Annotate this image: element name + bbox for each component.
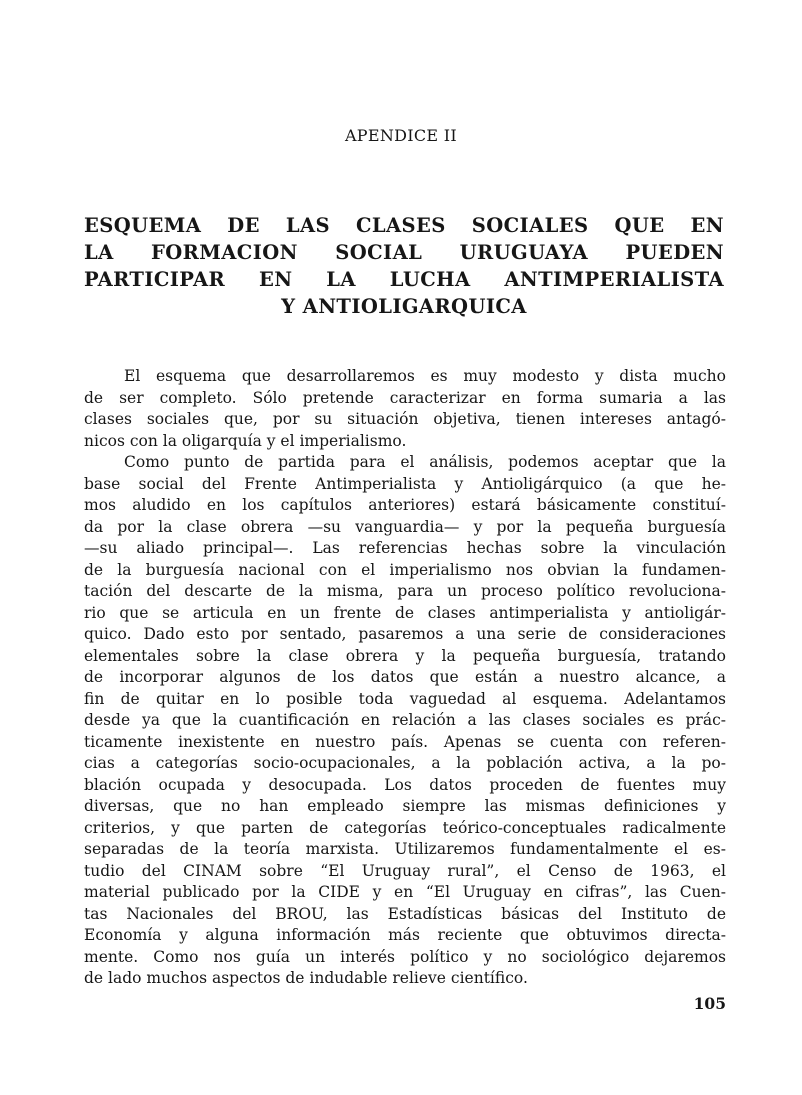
paragraph-1 bbox=[84, 366, 726, 452]
text-line: desde ya que la cuantificación en relación a las clases sociales es prác- bbox=[84, 711, 726, 729]
text-line: Como punto de partida para el análisis, podemos aceptar que la bbox=[124, 453, 726, 471]
text-line: de lado muchos aspectos de indudable relieve científico. bbox=[84, 969, 528, 987]
chapter-title-line: ESQUEMA DE LAS CLASES SOCIALES QUE EN bbox=[84, 214, 724, 237]
text-line: ticamente inexistente en nuestro país. Apenas se cuenta con referen- bbox=[84, 732, 726, 751]
text-line: Economía y alguna información más reciente que obtuvimos directa- bbox=[84, 926, 726, 944]
text-line: elementales sobre la clase obrera y la pequeña burguesía, tratando bbox=[84, 646, 726, 665]
paragraph-2 bbox=[84, 452, 726, 990]
page-number: 105 bbox=[693, 994, 726, 1013]
text-line: de incorporar algunos de los datos que están a nuestro alcance, a bbox=[84, 668, 726, 686]
chapter-title-line: LA FORMACION SOCIAL URUGUAYA PUEDEN bbox=[84, 241, 724, 264]
text-line: de la burguesía nacional con el imperialismo nos obvian la fundamen- bbox=[84, 560, 726, 579]
text-line: da por la clase obrera —su vanguardia— y por la pequeña burguesía bbox=[84, 517, 726, 536]
text-line: tudio del CINAM sobre “El Uruguay rural”, el Censo de 1963, el bbox=[84, 861, 726, 880]
text-line: El esquema que desarrollaremos es muy modesto y dista mucho bbox=[124, 367, 726, 385]
text-line: material publicado por la CIDE y en “El Uruguay en cifras”, las Cuen- bbox=[84, 883, 726, 901]
text-line: fin de quitar en lo posible toda vaguedad al esquema. Adelantamos bbox=[84, 689, 726, 708]
text-line: tas Nacionales del BROU, las Estadísticas básicas del Instituto de bbox=[84, 904, 726, 923]
text-line: clases sociales que, por su situación objetiva, tienen intereses antagó- bbox=[84, 410, 726, 428]
appendix-label: APENDICE II bbox=[344, 126, 458, 145]
text-line: criterios, y que parten de categorías teórico-conceptuales radicalmente bbox=[84, 818, 726, 837]
text-line: mos aludido en los capítulos anteriores) estará básicamente constituí- bbox=[84, 496, 726, 514]
text-line: de ser completo. Sólo pretende caracterizar en forma sumaria a las bbox=[84, 388, 726, 407]
text-line: cias a categorías socio-ocupacionales, a la población activa, a la po- bbox=[84, 754, 726, 772]
text-line: —su aliado principal—. Las referencias hechas sobre la vinculación bbox=[84, 539, 726, 557]
text-line: quico. Dado esto por sentado, pasaremos a una serie de consideraciones bbox=[84, 625, 726, 643]
text-line: nicos con la oligarquía y el imperialismo. bbox=[84, 431, 407, 450]
chapter-title bbox=[84, 212, 724, 320]
text-line: blación ocupada y desocupada. Los datos proceden de fuentes muy bbox=[84, 775, 726, 794]
text-line: separadas de la teoría marxista. Utilizaremos fundamentalmente el es- bbox=[84, 840, 726, 858]
chapter-title-line: PARTICIPAR EN LA LUCHA ANTIMPERIALISTA bbox=[84, 268, 724, 291]
text-line: mente. Como nos guía un interés político y no sociológico dejaremos bbox=[84, 947, 726, 966]
text-line: base social del Frente Antimperialista y Antioligárquico (a que he- bbox=[84, 474, 726, 493]
body-text bbox=[84, 366, 726, 990]
text-line: diversas, que no han empleado siempre las mismas definiciones y bbox=[84, 797, 726, 815]
chapter-title-line: Y ANTIOLIGARQUICA bbox=[281, 295, 527, 318]
text-line: tación del descarte de la misma, para un proceso político revoluciona- bbox=[84, 582, 726, 600]
text-line: rio que se articula en un frente de clases antimperialista y antioligár- bbox=[84, 603, 726, 622]
